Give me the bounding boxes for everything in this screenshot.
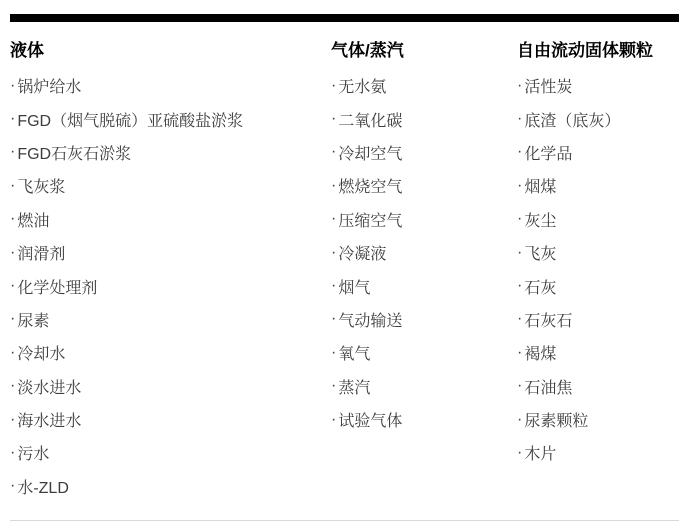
list-item-label: 淡水进水 bbox=[17, 379, 82, 397]
list-item bbox=[10, 203, 331, 236]
bullet-icon: · bbox=[10, 110, 16, 128]
list-item bbox=[10, 336, 331, 369]
list-item-label: 冷却水 bbox=[17, 346, 66, 364]
list-item bbox=[517, 436, 688, 469]
list-item-label: 燃油 bbox=[17, 212, 50, 230]
bullet-icon: · bbox=[517, 143, 523, 161]
bullet-icon: · bbox=[10, 243, 16, 261]
bullet-icon: · bbox=[517, 243, 523, 261]
bullet-icon: · bbox=[331, 343, 337, 361]
list-item-label: 压缩空气 bbox=[338, 212, 403, 230]
list-item-label: 蒸汽 bbox=[338, 379, 371, 397]
bullet-icon: · bbox=[517, 310, 523, 328]
list-item bbox=[10, 403, 331, 436]
bullet-icon: · bbox=[517, 443, 523, 461]
column-header: 气体/蒸汽 bbox=[331, 41, 404, 60]
bullet-icon: · bbox=[517, 210, 523, 228]
list-item bbox=[517, 102, 688, 135]
list-item bbox=[517, 169, 688, 202]
list-item-label: 石灰 bbox=[524, 279, 557, 297]
bullet-icon: · bbox=[331, 210, 337, 228]
list-item bbox=[331, 236, 517, 269]
bullet-icon: · bbox=[10, 310, 16, 328]
list-item bbox=[517, 69, 688, 102]
list-item bbox=[517, 336, 688, 369]
bullet-icon: · bbox=[10, 176, 16, 194]
list-item-label: 气动输送 bbox=[338, 312, 403, 330]
list-item-label: 活性炭 bbox=[524, 79, 573, 97]
list-item bbox=[331, 336, 517, 369]
list-item bbox=[10, 370, 331, 403]
bullet-icon: · bbox=[331, 110, 337, 128]
bullet-icon: · bbox=[517, 76, 523, 94]
list-item bbox=[10, 436, 331, 469]
bullet-icon: · bbox=[517, 176, 523, 194]
list-item-label: 烟煤 bbox=[524, 179, 557, 197]
bullet-icon: · bbox=[10, 443, 16, 461]
list-item bbox=[331, 303, 517, 336]
bullet-icon: · bbox=[331, 76, 337, 94]
list-item-label: 冷凝液 bbox=[338, 246, 387, 264]
list-item-label: 水-ZLD bbox=[17, 479, 69, 497]
list-item bbox=[331, 203, 517, 236]
list-item bbox=[517, 303, 688, 336]
list-item-label: 木片 bbox=[524, 446, 557, 464]
list-item-label: 无水氨 bbox=[338, 79, 387, 97]
bullet-icon: · bbox=[331, 243, 337, 261]
list-item-label: 底渣（底灰） bbox=[524, 112, 621, 130]
list-item-label: 褐煤 bbox=[524, 346, 557, 364]
bullet-icon: · bbox=[517, 377, 523, 395]
column-free-flowing-solids bbox=[517, 40, 688, 470]
column-header: 自由流动固体颗粒 bbox=[517, 41, 653, 60]
bullet-icon: · bbox=[10, 277, 16, 295]
list-item bbox=[517, 136, 688, 169]
list-item-label: 石油焦 bbox=[524, 379, 573, 397]
media-columns bbox=[10, 40, 688, 503]
list-item-label: FGD（烟气脱硫）亚硫酸盐淤浆 bbox=[17, 112, 244, 130]
bullet-icon: · bbox=[10, 410, 16, 428]
bullet-icon: · bbox=[10, 377, 16, 395]
bullet-icon: · bbox=[331, 310, 337, 328]
bullet-icon: · bbox=[517, 343, 523, 361]
list-item-label: 化学处理剂 bbox=[17, 279, 98, 297]
list-item bbox=[10, 470, 331, 503]
list-item bbox=[331, 69, 517, 102]
list-item-label: 尿素 bbox=[17, 312, 50, 330]
list-item-label: 飞灰浆 bbox=[17, 179, 66, 197]
list-item bbox=[10, 303, 331, 336]
list-item bbox=[517, 370, 688, 403]
list-item-label: 污水 bbox=[17, 446, 50, 464]
list-item bbox=[10, 169, 331, 202]
list-item-label: 灰尘 bbox=[524, 212, 557, 230]
list-item bbox=[517, 403, 688, 436]
list-item-label: 燃烧空气 bbox=[338, 179, 403, 197]
list-item bbox=[517, 203, 688, 236]
top-divider-bar bbox=[10, 14, 679, 22]
bullet-icon: · bbox=[10, 143, 16, 161]
list-item-label: 海水进水 bbox=[17, 413, 82, 431]
bullet-icon: · bbox=[10, 343, 16, 361]
list-item bbox=[10, 69, 331, 102]
bullet-icon: · bbox=[331, 143, 337, 161]
list-item bbox=[331, 269, 517, 302]
bullet-icon: · bbox=[517, 277, 523, 295]
list-item-label: 化学品 bbox=[524, 145, 573, 163]
list-item-label: 润滑剂 bbox=[17, 246, 66, 264]
bullet-icon: · bbox=[331, 277, 337, 295]
column-header: 液体 bbox=[10, 41, 44, 60]
list-item bbox=[331, 136, 517, 169]
column-gas-steam bbox=[331, 40, 517, 436]
list-item-label: 尿素颗粒 bbox=[524, 413, 589, 431]
list-item bbox=[10, 102, 331, 135]
list-item-label: FGD石灰石淤浆 bbox=[17, 145, 132, 163]
list-item bbox=[331, 370, 517, 403]
list-item-label: 锅炉给水 bbox=[17, 79, 82, 97]
list-item bbox=[10, 236, 331, 269]
list-item-label: 二氧化碳 bbox=[338, 112, 403, 130]
list-item-label: 试验气体 bbox=[338, 413, 403, 431]
list-item bbox=[517, 236, 688, 269]
list-item bbox=[10, 269, 331, 302]
list-item-label: 冷却空气 bbox=[338, 145, 403, 163]
bullet-icon: · bbox=[331, 176, 337, 194]
bullet-icon: · bbox=[10, 210, 16, 228]
bullet-icon: · bbox=[331, 410, 337, 428]
list-item bbox=[331, 102, 517, 135]
list-item bbox=[517, 269, 688, 302]
bullet-icon: · bbox=[10, 477, 16, 495]
column-liquids bbox=[10, 40, 331, 503]
list-item bbox=[331, 169, 517, 202]
list-item bbox=[10, 136, 331, 169]
list-item bbox=[331, 403, 517, 436]
bottom-divider-line bbox=[10, 520, 679, 521]
list-item-label: 石灰石 bbox=[524, 312, 573, 330]
list-item-label: 氧气 bbox=[338, 346, 371, 364]
list-item-label: 飞灰 bbox=[524, 246, 557, 264]
bullet-icon: · bbox=[517, 110, 523, 128]
bullet-icon: · bbox=[331, 377, 337, 395]
bullet-icon: · bbox=[10, 76, 16, 94]
bullet-icon: · bbox=[517, 410, 523, 428]
list-item-label: 烟气 bbox=[338, 279, 371, 297]
